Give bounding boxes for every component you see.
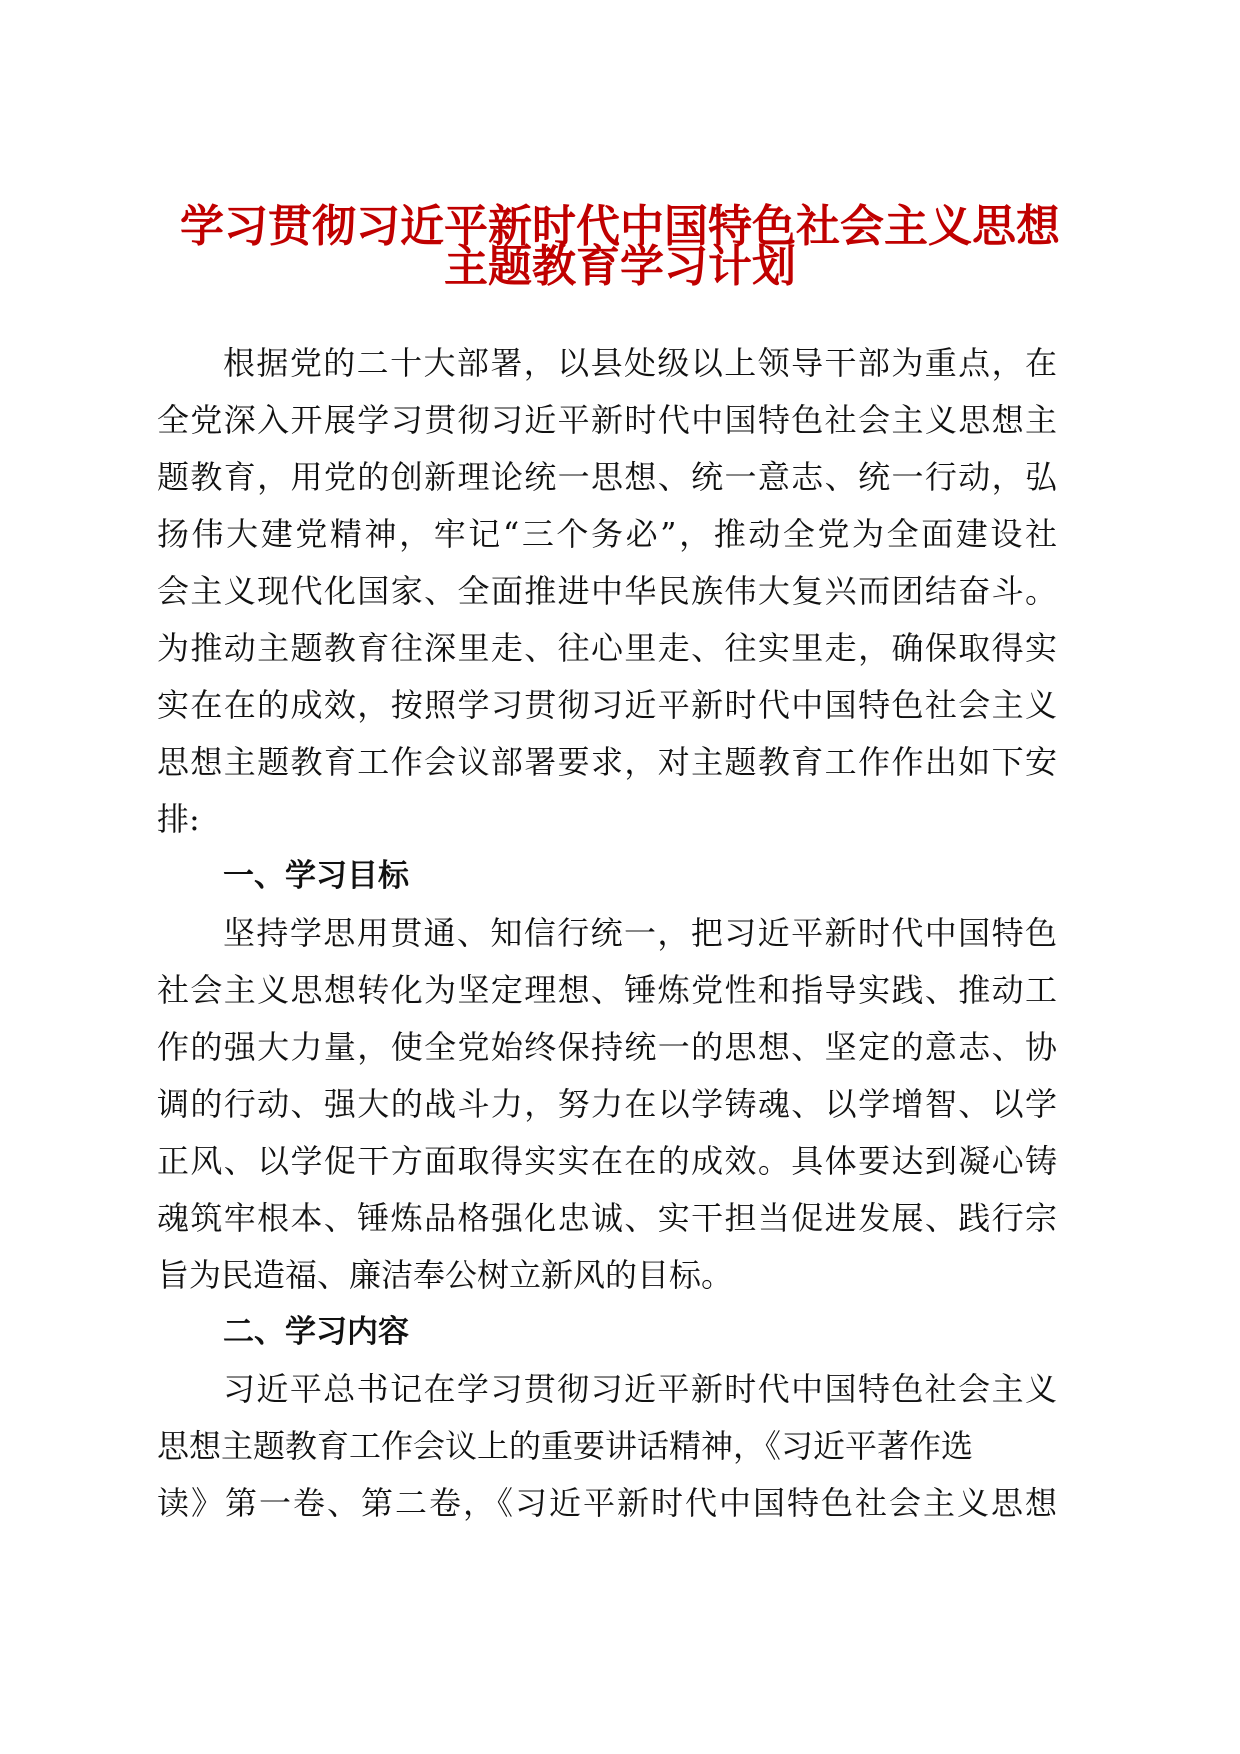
- section1-line: 调的行动、强大的战斗力，努力在以学铸魂、以学增智、以学: [157, 1085, 1057, 1123]
- section1-line: 正风、以学促干方面取得实实在在的成效。具体要达到凝心铸: [157, 1142, 1057, 1180]
- section2-line: 思想主题教育工作会议上的重要讲话精神，《习近平著作选: [157, 1427, 974, 1465]
- section1-line: 社会主义思想转化为坚定理想、锤炼党性和指导实践、推动工: [157, 971, 1057, 1009]
- document-body: [157, 335, 1057, 1532]
- intro-line: 根据党的二十大部署，以县处级以上领导干部为重点，在: [223, 344, 1057, 382]
- section1-line: 坚持学思用贯通、知信行统一，把习近平新时代中国特色: [223, 914, 1057, 952]
- intro-line: 会主义现代化国家、全面推进中华民族伟大复兴而团结奋斗。: [157, 572, 1057, 610]
- section-heading-learning-content: 二、学习内容: [223, 1314, 409, 1350]
- section2-line: 习近平总书记在学习贯彻习近平新时代中国特色社会主义: [223, 1370, 1057, 1408]
- section1-line: 旨为民造福、廉洁奉公树立新风的目标。: [157, 1256, 734, 1294]
- document-title-line-2: 主题教育学习计划: [444, 241, 796, 292]
- intro-line: 思想主题教育工作会议部署要求，对主题教育工作作出如下安: [157, 743, 1057, 781]
- intro-line: 为推动主题教育往深里走、往心里走、往实里走，确保取得实: [157, 629, 1057, 667]
- section1-line: 魂筑牢根本、锤炼品格强化忠诚、实干担当促进发展、践行宗: [157, 1199, 1057, 1237]
- section2-line: 读》第一卷、第二卷，《习近平新时代中国特色社会主义思想: [157, 1484, 1057, 1522]
- section1-line: 作的强大力量，使全党始终保持统一的思想、坚定的意志、协: [157, 1028, 1057, 1066]
- intro-line: 全党深入开展学习贯彻习近平新时代中国特色社会主义思想主: [157, 401, 1057, 439]
- intro-line: 扬伟大建党精神，牢记“三个务必”，推动全党为全面建设社: [157, 515, 1057, 553]
- section-heading-learning-goals: 一、学习目标: [223, 858, 409, 894]
- intro-line: 排:: [157, 800, 200, 838]
- intro-line: 题教育，用党的创新理论统一思想、统一意志、统一行动，弘: [157, 458, 1057, 496]
- intro-line: 实在在的成效，按照学习贯彻习近平新时代中国特色社会主义: [157, 686, 1057, 724]
- document-title-line-1: 学习贯彻习近平新时代中国特色社会主义思想: [180, 201, 1060, 252]
